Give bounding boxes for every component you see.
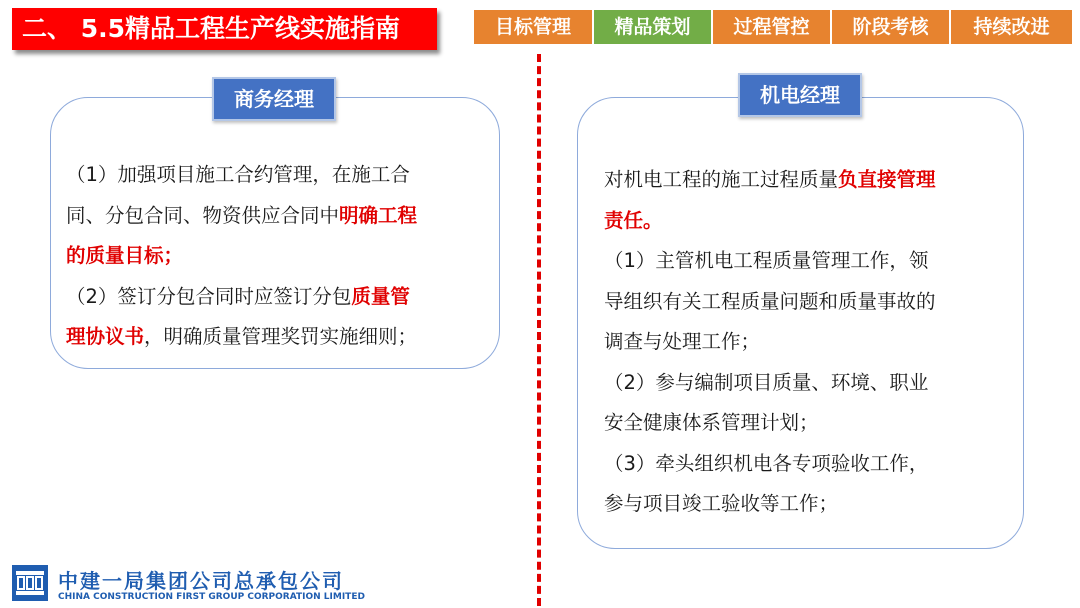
electromechanical-manager-text bbox=[604, 160, 936, 525]
text-line: 对机电工程的施工过程质量负直接管理 bbox=[604, 168, 936, 191]
tab-stage-assessment[interactable]: 阶段考核 bbox=[832, 10, 951, 44]
text-line: 理协议书，明确质量管理奖罚实施细则； bbox=[66, 325, 418, 348]
business-manager-label: 商务经理 bbox=[212, 77, 336, 121]
text-line: （1）加强项目施工合约管理，在施工合 bbox=[66, 163, 410, 186]
text-line: 的质量目标； bbox=[66, 244, 184, 267]
section-tabs bbox=[474, 10, 1072, 44]
tab-target-management[interactable]: 目标管理 bbox=[474, 10, 594, 44]
text-line: 责任。 bbox=[604, 208, 663, 232]
company-name-cn: 中建一局集团公司总承包公司 bbox=[58, 569, 344, 593]
text-line: 导组织有关工程质量问题和质量事故的 bbox=[604, 289, 936, 313]
tab-continuous-improvement[interactable]: 持续改进 bbox=[951, 10, 1072, 44]
text-line: （2）参与编制项目质量、环境、职业 bbox=[604, 370, 929, 394]
text-line: （1）主管机电工程质量管理工作，领 bbox=[604, 249, 929, 272]
cscec-logo-icon bbox=[12, 565, 48, 601]
text-line: 调查与处理工作； bbox=[604, 330, 761, 353]
tab-process-control[interactable]: 过程管控 bbox=[713, 10, 832, 44]
text-line: （2）签订分包合同时应签订分包质量管 bbox=[66, 284, 410, 308]
business-manager-text bbox=[66, 155, 417, 358]
text-line: 同、分包合同、物资供应合同中明确工程 bbox=[66, 203, 418, 227]
tab-quality-planning[interactable]: 精品策划 bbox=[594, 10, 713, 44]
company-name-en: CHINA CONSTRUCTION FIRST GROUP CORPORATION LIMITED bbox=[58, 592, 365, 602]
electromechanical-manager-label: 机电经理 bbox=[738, 73, 862, 117]
page-title: 二、 5.5精品工程生产线实施指南 bbox=[12, 8, 437, 50]
text-line: 参与项目竣工验收等工作； bbox=[604, 492, 839, 515]
text-line: 安全健康体系管理计划； bbox=[604, 411, 819, 434]
text-line: （3）牵头组织机电各专项验收工作， bbox=[604, 451, 929, 475]
center-divider bbox=[537, 54, 541, 606]
